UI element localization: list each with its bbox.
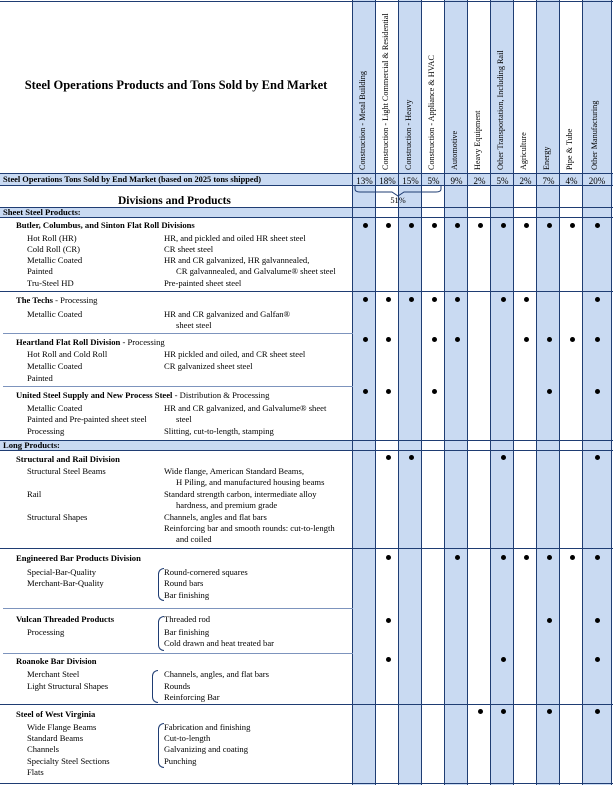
division-name: Engineered Bar Products Division <box>16 553 141 563</box>
product-description: Reinforcing Bar <box>164 692 220 702</box>
market-dot <box>547 555 552 560</box>
division-name: The Techs <box>16 295 54 305</box>
division-name: United Steel Supply and New Process Steel <box>16 390 173 400</box>
percent-cell: 2% <box>519 176 532 186</box>
market-dot <box>570 337 575 342</box>
market-dot <box>455 555 460 560</box>
construction-total: 51% <box>390 196 406 205</box>
product-item: Processing <box>27 426 65 436</box>
market-dot <box>386 618 391 623</box>
product-item: Processing <box>27 627 65 637</box>
division-heading <box>16 390 269 401</box>
product-description: Punching <box>164 756 197 766</box>
product-description: sheet steel <box>176 320 212 330</box>
product-item: Tru-Steel HD <box>27 278 74 288</box>
product-item: Special-Bar-Quality <box>27 567 97 577</box>
market-dot <box>432 337 437 342</box>
market-dot <box>570 555 575 560</box>
product-description: HR pickled and oiled, and CR sheet steel <box>164 349 306 359</box>
product-description: H Piling, and manufactured housing beams <box>176 477 325 487</box>
market-dot <box>501 297 506 302</box>
percent-cell: 9% <box>450 176 463 186</box>
product-description: HR and CR galvanized and Galfan® <box>164 309 291 319</box>
percent-cell: 2% <box>473 176 486 186</box>
product-description: CR sheet steel <box>164 244 214 254</box>
product-description: Pre-painted sheet steel <box>164 278 242 288</box>
product-description: Rounds <box>164 681 191 691</box>
product-description: steel <box>176 414 192 424</box>
market-dot <box>386 555 391 560</box>
market-dot <box>455 297 460 302</box>
market-dot <box>524 297 529 302</box>
column-header: Pipe & Tube <box>565 128 574 170</box>
market-dot <box>547 337 552 342</box>
product-description: Round-cornered squares <box>164 567 248 577</box>
division-suffix: - Processing <box>53 295 98 305</box>
product-description: HR, and pickled and oiled HR sheet steel <box>164 233 306 243</box>
percent-cell: 20% <box>588 176 606 186</box>
product-item: Painted <box>27 266 53 276</box>
market-dot <box>432 389 437 394</box>
market-dot <box>455 223 460 228</box>
market-dot <box>595 337 600 342</box>
market-dot <box>501 555 506 560</box>
product-description: Threaded rod <box>164 614 211 624</box>
market-dot <box>409 297 414 302</box>
column-header: Agriculture <box>519 132 528 170</box>
product-description: HR and CR galvanized, HR galvannealed, <box>164 255 310 265</box>
product-item: Metallic Coated <box>27 361 83 371</box>
market-dot <box>363 337 368 342</box>
division-name: Steel of West Virginia <box>16 709 96 719</box>
market-dot <box>409 223 414 228</box>
product-description: Channels, angles, and flat bars <box>164 669 270 679</box>
market-dot <box>595 618 600 623</box>
product-description: Round bars <box>164 578 204 588</box>
market-dot <box>432 223 437 228</box>
product-item: Painted and Pre-painted sheet steel <box>27 414 147 424</box>
market-dot <box>386 657 391 662</box>
product-item: Metallic Coated <box>27 403 83 413</box>
column-header: Other Transportation, Including Rail <box>496 50 505 170</box>
column-header: Construction - Metal Building <box>358 71 367 170</box>
market-dot <box>386 337 391 342</box>
product-item: Rail <box>27 489 42 499</box>
product-description: Cold drawn and heat treated bar <box>164 638 275 648</box>
column-header: Heavy Equipment <box>473 110 482 170</box>
market-dot <box>501 657 506 662</box>
market-dot <box>363 223 368 228</box>
division-name: Vulcan Threaded Products <box>16 614 115 624</box>
product-item: Specialty Steel Sections <box>27 756 110 766</box>
column-header: Energy <box>542 146 551 170</box>
product-item: Light Structural Shapes <box>27 681 109 691</box>
percent-cell: 18% <box>379 176 396 186</box>
percent-cell: 15% <box>402 176 419 186</box>
percent-cell: 7% <box>542 176 555 186</box>
product-description: Galvanizing and coating <box>164 744 248 754</box>
product-item: Metallic Coated <box>27 309 83 319</box>
product-description: Slitting, cut-to-length, stamping <box>164 426 274 436</box>
divisions-header: Divisions and Products <box>118 195 231 207</box>
market-dot <box>547 389 552 394</box>
product-description: hardness, and premium grade <box>176 500 278 510</box>
percent-cell: 4% <box>565 176 578 186</box>
column-header: Construction - Heavy <box>404 99 413 170</box>
product-item: Merchant-Bar-Quality <box>27 578 104 588</box>
market-dot <box>386 389 391 394</box>
product-description: Cut-to-length <box>164 733 211 743</box>
product-item: Cold Roll (CR) <box>27 244 81 254</box>
product-item: Hot Roll and Cold Roll <box>27 349 108 359</box>
division-name: Roanoke Bar Division <box>16 656 97 666</box>
product-item: Painted <box>27 373 53 383</box>
market-dot <box>595 389 600 394</box>
product-description: Bar finishing <box>164 590 210 600</box>
market-dot <box>386 297 391 302</box>
product-item: Standard Beams <box>27 733 84 743</box>
column-header: Construction - Light Commercial & Residential <box>381 13 390 170</box>
product-description: Channels, angles and flat bars <box>164 512 267 522</box>
product-description: and coiled <box>176 534 212 544</box>
column-header: Automotive <box>450 130 459 170</box>
market-dot <box>363 297 368 302</box>
market-dot <box>478 709 483 714</box>
section-header-sheet: Sheet Steel Products: <box>3 207 81 217</box>
product-description: CR galvannealed, and Galvalume® sheet steel <box>176 266 336 276</box>
product-item: Metallic Coated <box>27 255 83 265</box>
division-name: Butler, Columbus, and Sinton Flat Roll Divisions <box>16 220 195 230</box>
page-title: Steel Operations Products and Tons Sold by End Market <box>24 78 328 92</box>
product-description: Fabrication and finishing <box>164 722 251 732</box>
market-dot <box>524 337 529 342</box>
column-stripe <box>445 0 468 785</box>
division-heading <box>16 295 97 306</box>
market-dot <box>386 223 391 228</box>
product-description: Standard strength carbon, intermediate alloy <box>164 489 317 499</box>
product-item: Wide Flange Beams <box>27 722 97 732</box>
section-header-long: Long Products: <box>3 440 60 450</box>
market-dot <box>501 223 506 228</box>
division-name: Heartland Flat Roll Division <box>16 337 121 347</box>
division-heading <box>16 337 165 348</box>
market-dot <box>595 297 600 302</box>
market-dot <box>547 223 552 228</box>
market-dot <box>595 223 600 228</box>
tons-row-label: Steel Operations Tons Sold by End Market (based on 2025 tons shipped) <box>3 175 262 184</box>
market-dot <box>501 455 506 460</box>
market-dot <box>570 223 575 228</box>
market-dot <box>547 618 552 623</box>
market-dot <box>478 223 483 228</box>
product-description: Reinforcing bar and smooth rounds: cut-to-length <box>164 523 335 533</box>
division-suffix: - Processing <box>120 337 165 347</box>
market-dot <box>363 389 368 394</box>
division-name: Structural and Rail Division <box>16 454 120 464</box>
product-item: Channels <box>27 744 59 754</box>
market-dot <box>455 337 460 342</box>
product-description: CR galvanized sheet steel <box>164 361 253 371</box>
product-item: Hot Roll (HR) <box>27 233 77 243</box>
bracket-brace <box>152 670 158 703</box>
product-description: Bar finishing <box>164 627 210 637</box>
market-dot <box>501 709 506 714</box>
product-item: Merchant Steel <box>27 669 80 679</box>
market-dot <box>547 709 552 714</box>
market-dot <box>432 297 437 302</box>
market-dot <box>595 657 600 662</box>
column-header: Other Manufacturing <box>590 100 599 170</box>
market-dot <box>409 455 414 460</box>
percent-cell: 13% <box>356 176 373 186</box>
product-item: Structural Shapes <box>27 512 88 522</box>
market-dot <box>524 555 529 560</box>
column-header: Construction - Appliance & HVAC <box>427 55 436 170</box>
market-dot <box>595 709 600 714</box>
market-dot <box>595 555 600 560</box>
division-suffix: - Distribution & Processing <box>172 390 270 400</box>
product-item: Flats <box>27 767 44 777</box>
market-dot <box>386 455 391 460</box>
percent-cell: 5% <box>496 176 509 186</box>
percent-cell: 5% <box>427 176 440 186</box>
market-dot <box>595 455 600 460</box>
product-description: Wide flange, American Standard Beams, <box>164 466 304 476</box>
product-item: Structural Steel Beams <box>27 466 106 476</box>
product-description: HR and CR galvanized, and Galvalume® sheet <box>164 403 327 413</box>
market-dot <box>524 223 529 228</box>
